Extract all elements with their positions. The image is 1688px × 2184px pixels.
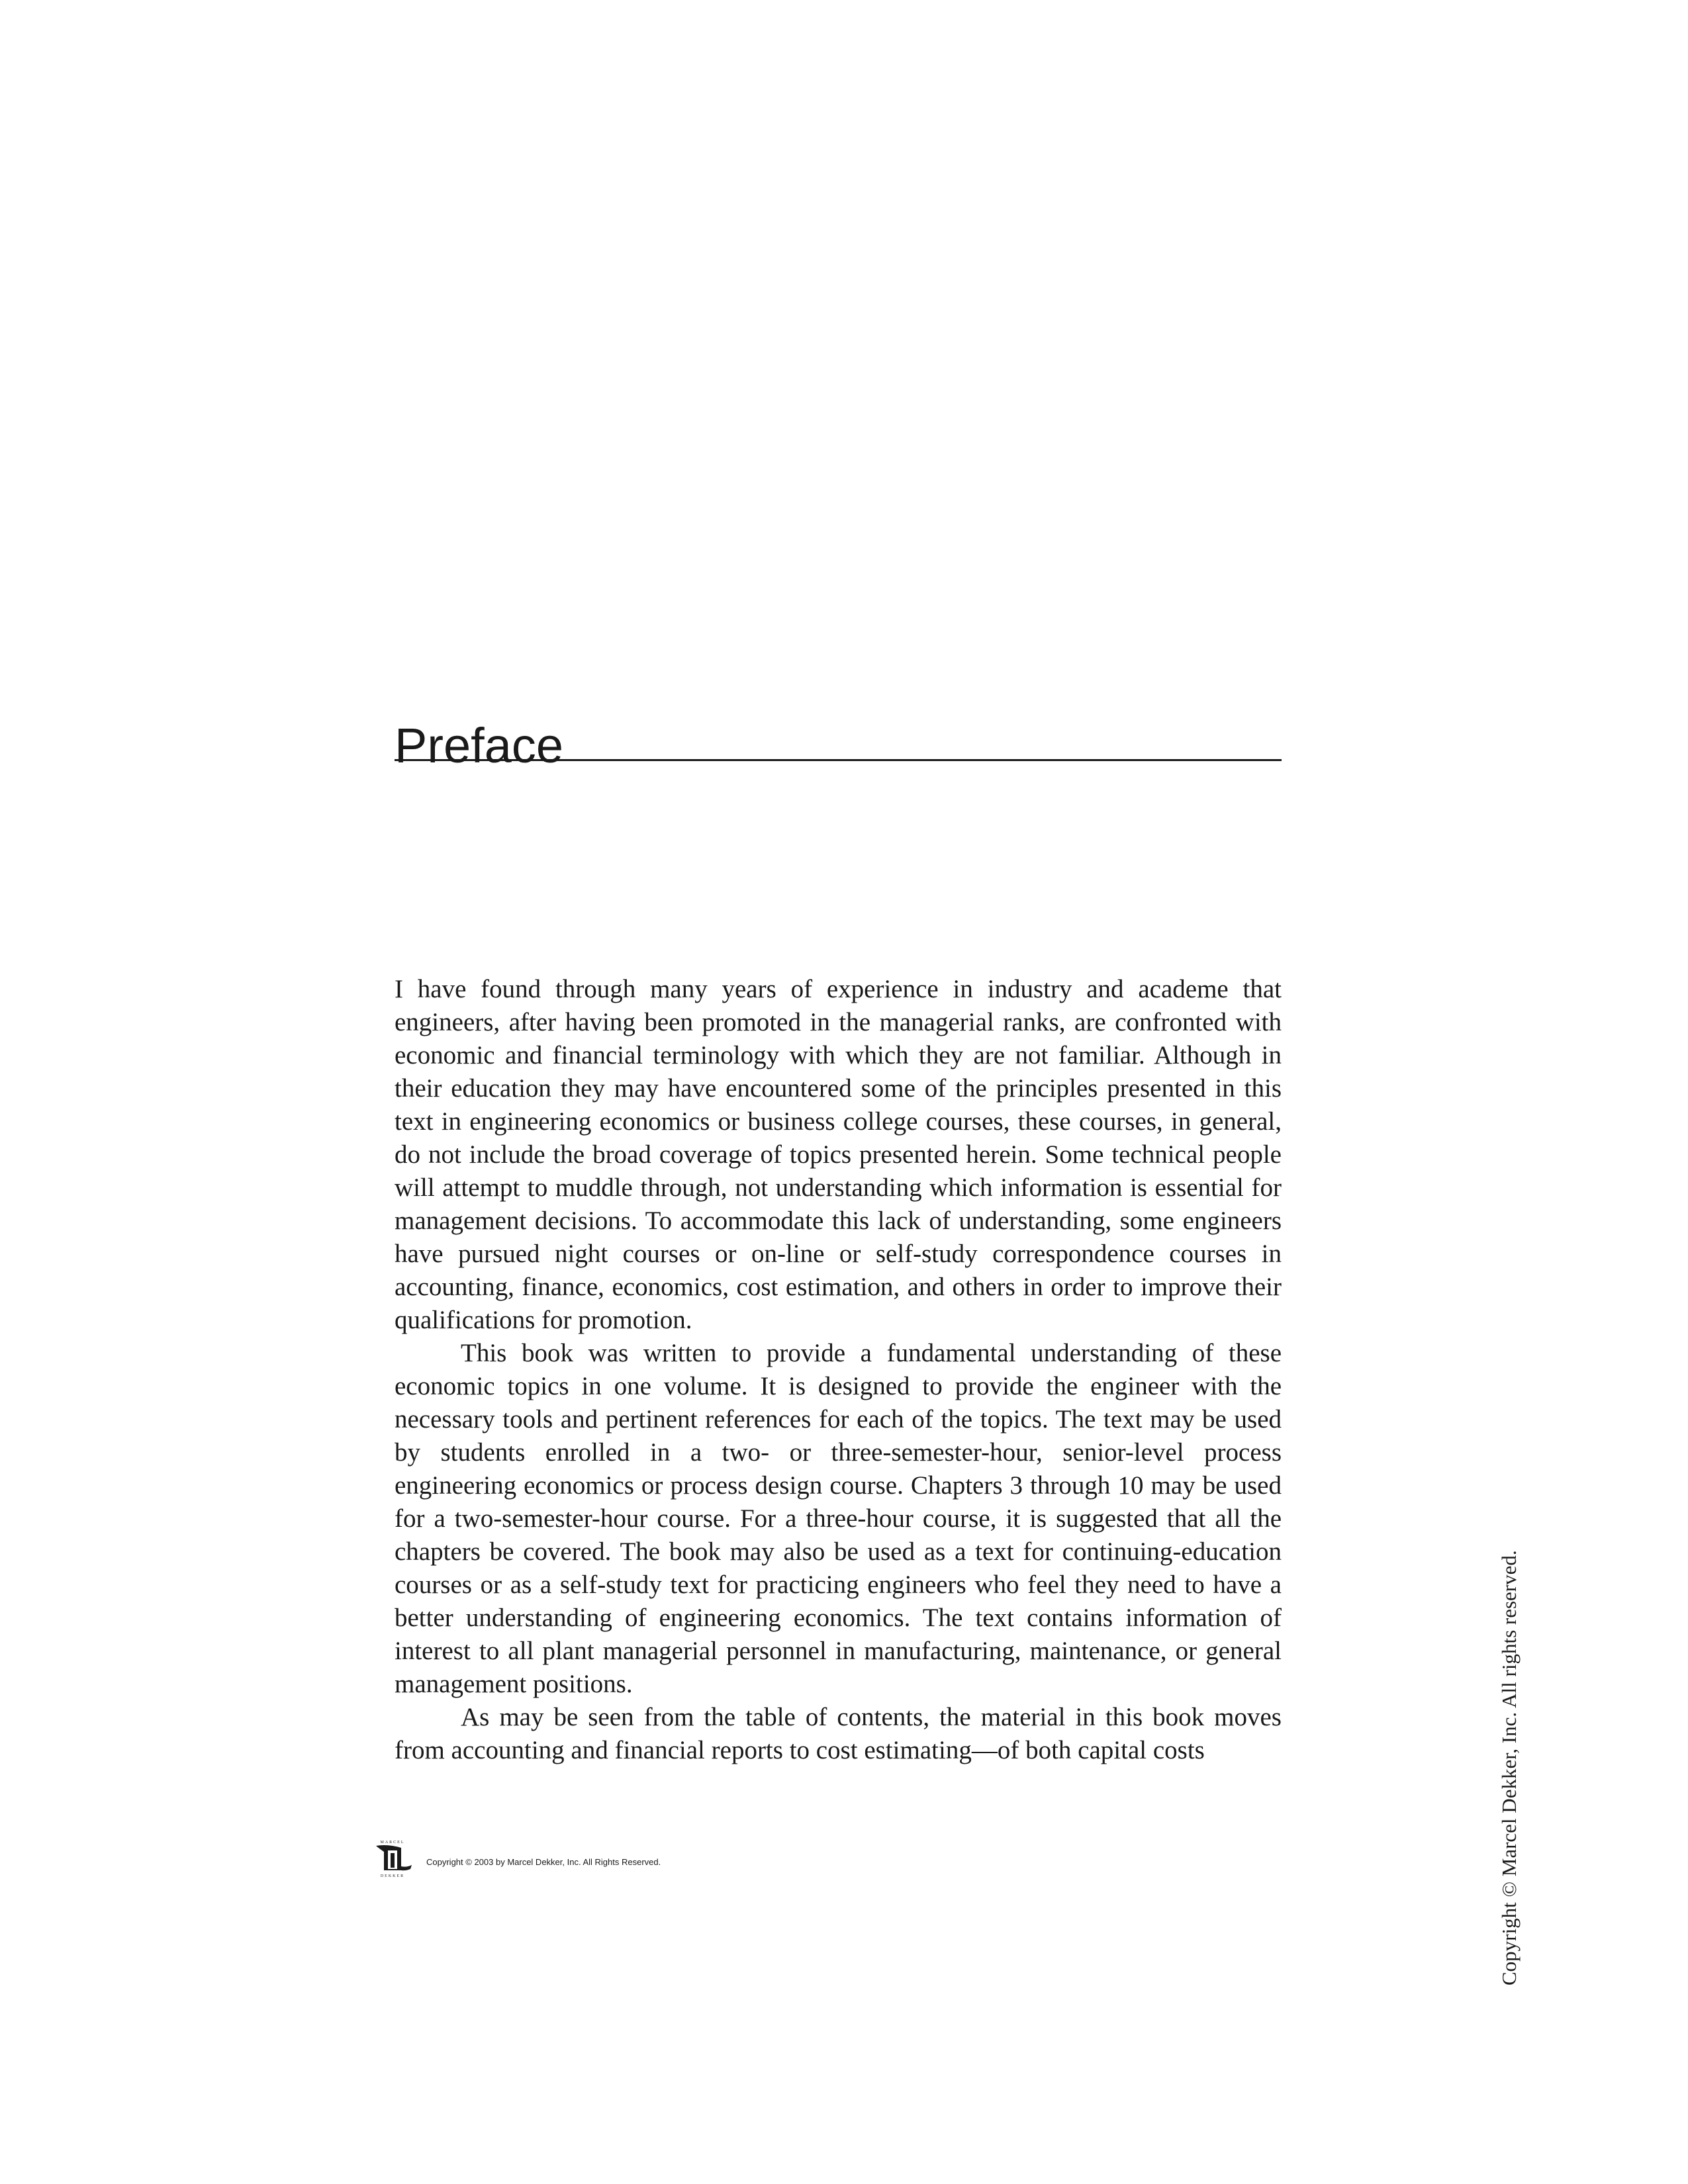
paragraph: As may be seen from the table of contents, the material in this book moves from accounting and financial reports to cost estimating—of both capital costs — [395, 1703, 1282, 1764]
title-divider — [395, 759, 1282, 761]
paragraph: I have found through many years of experience in industry and academe that engineers, after having been promoted in the managerial ranks, are confronted with economic and financial terminology with which they are not familiar. Although in their education they may have encountered some of the principles presented in this text in engineering economics or business college courses, these courses, in general, do not include the broad coverage of topics presented herein. Some technical people will attempt to muddle through, not understanding which information is essential for management decisions. To accommodate this lack of understanding, some engineers have pursued night courses or on-line or self-study correspondence courses in accounting, finance, economics, cost estimation, and others in order to improve their qualifications for promotion. — [395, 975, 1282, 1334]
logo-text-bottom: DEKKER — [380, 1874, 405, 1878]
footer-copyright: Copyright © 2003 by Marcel Dekker, Inc. All Rights Reserved. — [426, 1857, 661, 1867]
logo-text-top: MARCEL — [380, 1841, 405, 1844]
paragraph: This book was written to provide a fundamental understanding of these economic topics in one volume. It is designed to provide the engineer with the necessary tools and pertinent references for each of the topics. The text may be used by students enrolled in a two- or three-semester-hour, senior-level process engineering economics or process design course. Chapters 3 through 10 may be used for a two-semester-hour course. For a three-hour course, it is suggested that all the chapters be covered. The book may also be used as a text for continuing-education courses or as a self-study text for practicing engineers who feel they need to have a better understanding of engineering economics. The text contains information of interest to all plant managerial personnel in manufacturing, maintenance, or general management positions. — [395, 1339, 1282, 1698]
publisher-footer — [368, 1839, 686, 1878]
side-copyright: Copyright © Marcel Dekker, Inc. All rights reserved. — [1497, 1550, 1521, 1985]
marcel-dekker-logo-icon — [368, 1839, 417, 1878]
page-title: Preface — [395, 717, 564, 773]
preface-body — [395, 973, 1282, 1767]
